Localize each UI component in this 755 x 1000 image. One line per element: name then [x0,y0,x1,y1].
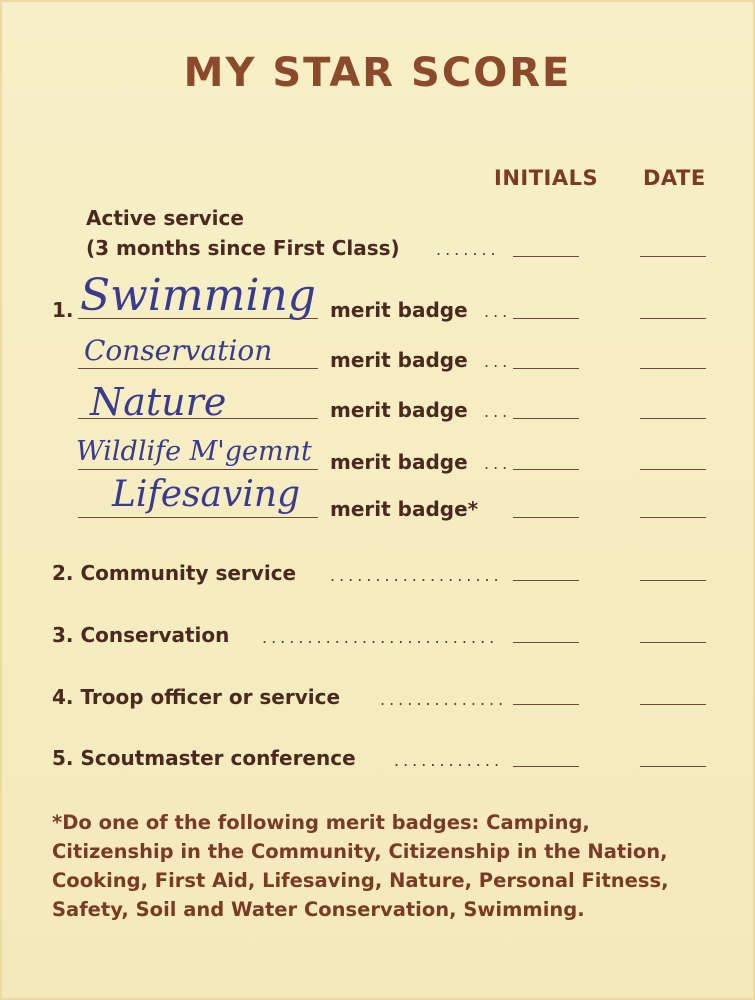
merit-badge-label: merit badge [330,348,468,372]
requirement-label: 3. Conservation [52,623,230,647]
leader-dots: .......................... [262,628,499,647]
leader-dots: ... [484,454,512,473]
leader-dots: ... [484,352,512,371]
requirement-label: 5. Scoutmaster conference [52,746,356,770]
initials-line [513,418,579,419]
initials-column-header: INITIALS [494,166,599,190]
handwritten-badge: Nature [90,380,227,424]
merit-badge-label: merit badge [330,450,468,474]
date-line [640,704,706,705]
leader-dots: ....... [436,240,500,259]
date-line [640,580,706,581]
leader-dots: ... [484,302,512,321]
initials-line [513,256,579,257]
item-number: 1. [52,298,74,322]
date-column-header: DATE [643,166,706,190]
badge-write-line [78,517,318,518]
initials-line [513,517,579,518]
date-line [640,766,706,767]
merit-badge-label: merit badge [330,298,468,322]
initials-line [513,704,579,705]
requirement-label: 2. Community service [52,561,297,585]
handwritten-badge: Lifesaving [112,474,301,515]
date-line [640,256,706,257]
requirement-label: 4. Troop officer or service [52,685,341,709]
initials-line [513,368,579,369]
date-line [640,368,706,369]
handwritten-badge: Wildlife M'gemnt [76,436,312,467]
footnote: *Do one of the following merit badges: Camping, Citizenship in the Community, Citizenship in the Nation, Cooking, First Aid, Lifesaving, Nature, Personal Fitness, Safety, Soil and Water Conservation, Swimming. [52,811,669,921]
active-service-label: Active service [86,206,244,230]
active-service-detail: (3 months since First Class) [86,236,400,260]
merit-badge-label: merit badge* [330,497,479,521]
date-line [640,642,706,643]
date-line [640,418,706,419]
badge-write-line [78,469,318,470]
leader-dots: .............. [380,690,508,709]
initials-line [513,469,579,470]
initials-line [513,766,579,767]
badge-write-line [78,368,318,369]
initials-line [513,580,579,581]
leader-dots: ... [484,402,512,421]
date-line [640,517,706,518]
leader-dots: ............ [394,751,504,770]
merit-badge-label: merit badge [330,398,468,422]
initials-line [513,318,579,319]
handwritten-badge: Conservation [84,334,273,367]
handwritten-badge: Swimming [80,270,316,321]
date-line [640,469,706,470]
date-line [640,318,706,319]
card-title: MY STAR SCORE [183,50,572,96]
initials-line [513,642,579,643]
leader-dots: ................... [330,566,503,585]
